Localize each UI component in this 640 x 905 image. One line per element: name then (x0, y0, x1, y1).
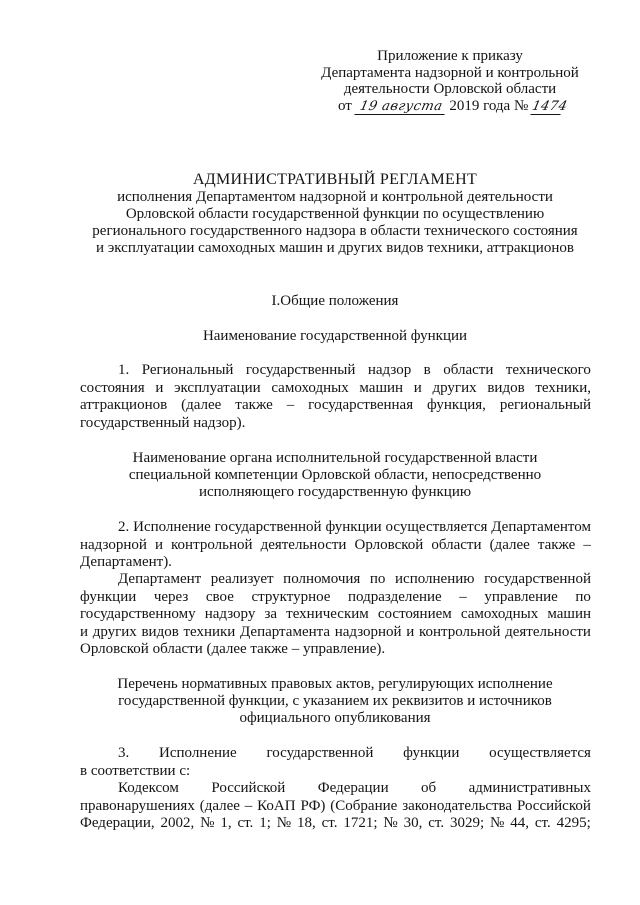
word: – (583, 536, 591, 553)
word: структурное (251, 588, 331, 605)
word: 3029; (449, 815, 485, 831)
word: эксплуатации (174, 379, 261, 396)
subsection-heading-2-line: исполняющего государственную функцию (198, 484, 472, 500)
word: функции (325, 519, 382, 535)
approval-stamp (300, 48, 600, 115)
handwritten-number: 1474 (530, 98, 569, 114)
word: и (80, 623, 89, 640)
word: государственной (266, 745, 374, 761)
title-subline: регионального государственного надзора в области технического состояния (92, 223, 578, 239)
word: через (153, 588, 189, 605)
word: РФ) (300, 797, 326, 814)
word: 18, (296, 815, 316, 831)
word: 1, (220, 815, 232, 831)
word: и (155, 379, 164, 396)
word: – (286, 397, 295, 413)
word: Российской (211, 780, 286, 796)
word: состоянием (377, 606, 452, 622)
paragraph-5 (80, 780, 591, 833)
stamp-line-3: деятельности Орловской области (343, 81, 557, 97)
word: контрольной (171, 536, 253, 553)
word: свое (205, 588, 234, 605)
paragraph-2 (80, 519, 591, 572)
subsection-heading-2-line: Наименование органа исполнительной государственной власти (132, 450, 538, 466)
word: техники (183, 623, 236, 640)
word: ст. (321, 815, 338, 831)
paragraph-line: государственный надзор). (80, 414, 246, 431)
word: видов (487, 379, 525, 396)
paragraph-line (80, 589, 591, 607)
paragraph-line (80, 798, 591, 816)
word: управление (484, 588, 558, 605)
word: Исполнение (133, 519, 211, 535)
word: государственной (484, 571, 591, 587)
word: 1; (259, 815, 271, 831)
document-title: АДМИНИСТРАТИВНЫЙ РЕГЛАМЕНТ (192, 171, 478, 188)
word: Региональный (141, 362, 234, 378)
word: в (423, 362, 431, 378)
paragraph-line: Орловской области (далее также – управление). (80, 641, 386, 657)
word: надзорной (334, 623, 402, 640)
stamp-line-1: Приложение к приказу (377, 48, 523, 64)
word: и (406, 623, 415, 640)
word: государственному (80, 606, 196, 622)
word: Департаментом (491, 519, 591, 535)
word: государственная (308, 397, 414, 413)
word: технического (505, 362, 591, 378)
word: исполнению (395, 571, 475, 587)
word: (далее (489, 536, 530, 553)
word: Кодексом (118, 780, 179, 796)
paragraph-line: Департамент). (80, 554, 172, 570)
paragraph-4 (80, 745, 591, 780)
word: надзор (367, 362, 412, 378)
word: 30, (403, 815, 423, 831)
word: 2. (118, 519, 130, 535)
handwritten-date: 19 августа (354, 100, 447, 115)
stamp-date-line (300, 98, 600, 115)
subsection-heading-1 (80, 328, 590, 345)
word: законодательства (402, 797, 513, 814)
title-subline: и эксплуатации самоходных машин и других видов техники, аттракционов (96, 240, 574, 256)
word: самоходных (460, 606, 539, 622)
word: Федерации, (80, 815, 155, 831)
document-title-block (80, 170, 590, 257)
word: области (443, 362, 494, 378)
paragraph-line: в соответствии с: (80, 762, 191, 779)
word: административных (468, 780, 591, 796)
word: подразделение (348, 588, 442, 605)
word: Российской (516, 797, 591, 814)
word: надзору (204, 606, 256, 622)
paragraph-line (80, 380, 591, 398)
word: функция, (427, 397, 486, 413)
word: государственный (245, 362, 356, 378)
word: государственной (214, 519, 322, 535)
word: ст. (237, 815, 254, 831)
paragraph-line (80, 571, 591, 589)
subsection-heading-3-line: официального опубликования (239, 710, 431, 726)
word: других (92, 623, 137, 640)
word: региональный (499, 397, 591, 413)
paragraph-3 (80, 571, 591, 659)
word: (далее (181, 397, 222, 413)
title-subline: Орловской области государственной функции по осуществлению (125, 206, 545, 222)
word: правонарушениях (80, 797, 195, 814)
word: Федерации (317, 780, 389, 796)
paragraph-line (80, 745, 591, 763)
word: также (235, 397, 273, 413)
stamp-from-word: от (337, 97, 352, 114)
word: по (369, 571, 386, 587)
word: № (276, 815, 292, 831)
word: других (432, 379, 477, 396)
stamp-year-text: 2019 года № (449, 97, 529, 114)
paragraph-line (80, 397, 591, 415)
word: надзорной (80, 536, 147, 553)
word: техническим (286, 606, 369, 622)
subsection-heading-3-line: государственной функции, с указанием их реквизитов и источников (118, 693, 552, 709)
word: аттракционов (80, 397, 168, 413)
word: по (575, 588, 591, 605)
paragraph-line (80, 624, 591, 642)
section-heading (80, 293, 590, 310)
paragraph-line (80, 362, 591, 380)
word: Департамент (118, 571, 202, 587)
word: также (537, 536, 576, 553)
word: КоАП (257, 797, 296, 814)
subsection-heading-3-line: Перечень нормативных правовых актов, регулирующих исполнение (117, 676, 553, 692)
word: – (459, 588, 467, 605)
subsection-heading-1-text: Наименование государственной функции (202, 328, 468, 344)
paragraph-line (80, 815, 591, 833)
word: № (490, 815, 505, 831)
paragraph-line (80, 606, 591, 624)
word: видов (141, 623, 179, 640)
word: техники, (535, 379, 591, 396)
subsection-heading-2-line: специальной компетенции Орловской области, непосредственно (128, 467, 542, 483)
word: осуществляется (489, 745, 591, 761)
word: (далее (199, 797, 240, 814)
word: самоходных (271, 379, 349, 396)
word: 3. (118, 745, 130, 761)
word: ст. (428, 815, 445, 831)
word: машин (547, 606, 591, 622)
word: № (200, 815, 215, 831)
word: Орловской (354, 536, 424, 553)
word: 1721; (343, 815, 378, 831)
stamp-line-2: Департамента надзорной и контрольной (321, 64, 579, 81)
word: и (413, 379, 422, 396)
paragraph-line (80, 780, 591, 798)
subsection-heading-2 (80, 450, 590, 501)
word: 1. (118, 362, 130, 378)
word: – (244, 797, 253, 814)
word: 2002, (160, 815, 195, 831)
word: (Собрание (330, 797, 398, 814)
word: контрольной (418, 623, 501, 640)
paragraph-line (80, 519, 591, 537)
word: Департамента (240, 623, 331, 640)
word: полномочия (283, 571, 361, 587)
word: осуществляется (385, 519, 488, 535)
word: функции (80, 588, 137, 605)
word: и (154, 536, 163, 553)
title-subline: исполнения Департаментом надзорной и контрольной деятельности (117, 189, 553, 205)
word: машин (359, 379, 404, 396)
word: ст. (534, 815, 551, 831)
word: деятельности (505, 623, 591, 640)
paragraph-line (80, 537, 591, 555)
word: функции (403, 745, 460, 761)
word: Исполнение (159, 745, 237, 761)
paragraph-1 (80, 362, 591, 432)
word: деятельности (260, 536, 347, 553)
word: области (431, 536, 482, 553)
subsection-heading-3 (80, 676, 590, 727)
word: реализует (210, 571, 274, 587)
word: об (421, 780, 437, 796)
section-heading-text: I.Общие положения (271, 293, 399, 309)
word: № (383, 815, 398, 831)
word: за (264, 606, 278, 622)
word: 44, (510, 815, 529, 831)
word: состояния (80, 379, 145, 396)
word: 4295; (556, 815, 591, 831)
